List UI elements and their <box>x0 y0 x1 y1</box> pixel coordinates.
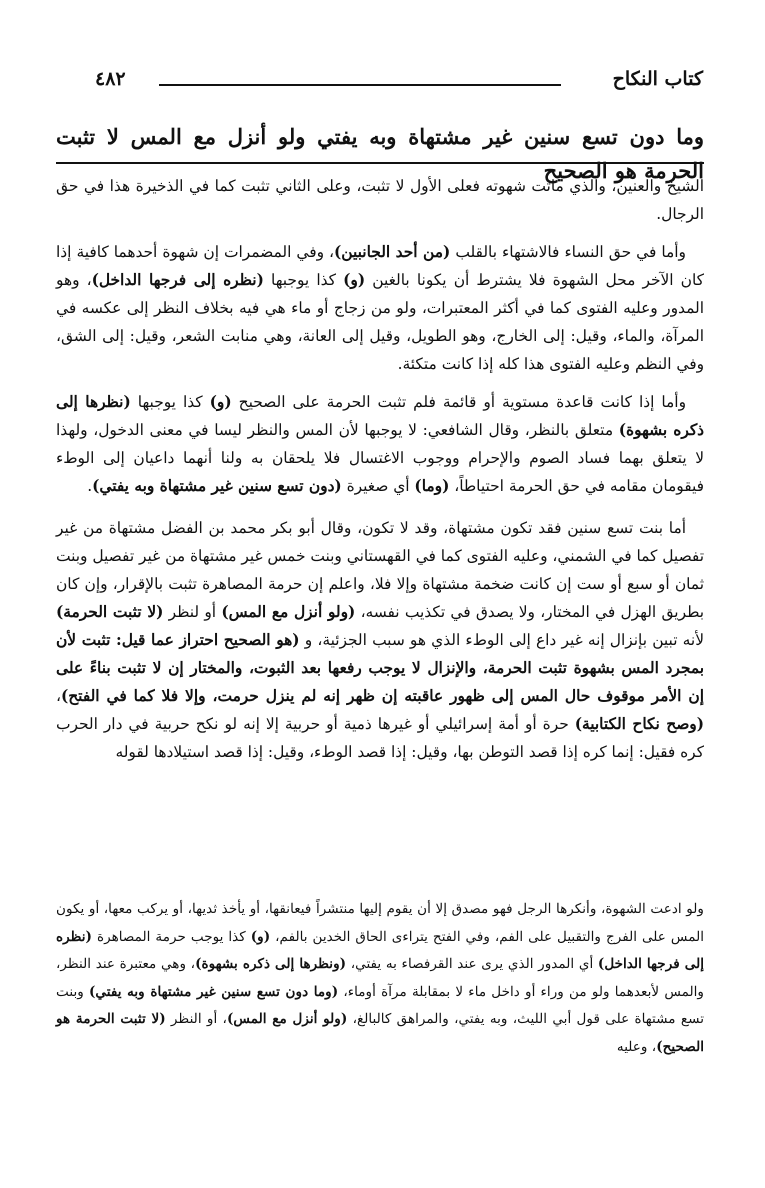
matn-separator-rule <box>56 162 704 164</box>
paragraph: وأما إذا كانت قاعدة مستوية أو قائمة فلم تثبت الحرمة على الصحيح (و) كذا يوجبها (نظرها إلى ذكره بشهوة) متعلق بالنظر، وقال الشافعي: لا يوجبها لأن المس والنظر ليسا في معنى الدخول، ولهذا لا يتعلق بهما فساد الصوم والإحرام ووجوب الاغتسال فلا يلحقان به ولنا أنهما داعيان إلى الوطء فيقومان مقامه في حق الحرمة احتياطاً، (وما) أي صغيرة (دون تسع سنين غير مشتهاة وبه يفتي). <box>56 393 705 495</box>
running-header <box>55 66 703 100</box>
page-number: ٤٨٢ <box>95 68 126 90</box>
footnote-paragraph: ولو ادعت الشهوة، وأنكرها الرجل فهو مصدق إلا أن يقوم إليها منتشراً فيعانقها، أو يأخذ ثديها، أو يركب معها، أو يكون المس على الفرج والتقبيل على الفم، وفي الفتح يتراءى الحاق الخدين بالفم، (و) كذا يوجب حرمة المصاهرة (نظره إلى فرجها الداخل) أي المدور الذي يرى عند القرفصاء به يفتي، (ونظرها إلى ذكره بشهوة)، وهي معتبرة عند النظر، والمس لأبعدهما ولو من وراء أو داخل ماء لا بمقابلة مرآة أوماء، (وما دون تسع سنين غير مشتهاة وبه يفتي) وبنت تسع مشتهاة على قول أبي الليث، وبه يفتي، والمراهق كالبالغ، (ولو أنزل مع المس)، أو النظر (لا تثبت الحرمة هو الصحيح)، وعليه <box>56 901 704 1055</box>
paragraph: وأما في حق النساء فالاشتهاء بالقلب (من أحد الجانبين)، وفي المضمرات إن شهوة أحدهما كافية إذا كان الآخر محل الشهوة فلا يشترط أن يكونا بالغين (و) كذا يوجبها (نظره إلى فرجها الداخل)، وهو المدور وعليه الفتوى كما في أكثر المعتبرات، ولو من زجاج أو ماء هي فيه بخلاف النظر إلى عكسه في المرآة، والماء، وقيل: إلى الخارج، وهو الطويل، وقيل إلى العانة، وهي منابت الشعر، وقيل: إلى الشق، وفي النظم وعليه الفتوى هذا كله إذا كانت متكئة. <box>56 243 705 373</box>
footnote-text <box>56 896 704 1061</box>
matn-text: وما دون تسع سنين غير مشتهاة وبه يفتي ولو أنزل مع المس لا تثبت الحرمة هو الصحيح <box>56 124 704 183</box>
commentary-text <box>56 172 704 776</box>
header-rule <box>159 84 561 86</box>
paragraph: أما بنت تسع سنين فقد تكون مشتهاة، وقد لا تكون، وقال أبو بكر محمد بن الفضل مشتهاة من غير تفصيل كما في الشمني، وعليه الفتوى كما في القهستاني وبنت خمس غير مشتهاة من غير تفصيل وبنت ثمان أو سبع أو ست إن كانت ضخمة مشتهاة وإلا فلا، واعلم إن حرمة المصاهرة تثبت بالإقرار، وإن كان بطريق الهزل في المختار، ولا يصدق في تكذيب نفسه، (ولو أنزل مع المس) أو لنظر (لا تثبت الحرمة) لأنه تبين بإنزال إنه غير داع إلى الوطء الذي هو سبب الجزئية، و (هو الصحيح احتراز عما قيل: تثبت لأن بمجرد المس بشهوة تثبت الحرمة، والإنزال لا يوجب رفعها بعد الثبوت، والمختار إن لا تثبت بناءً على إن الأمر موقوف حال المس إلى ظهور عاقبته إن ظهر إنه لم ينزل حرمت، وإلا فلا كما في الفتح)، (وصح نكاح الكتابية) حرة أو أمة إسرائيلي أو غيرها ذمية أو حربية إلا إنه لو نكح حربية في دار الحرب كره فقيل: إنما كره إذا قصد التوطن بها، وقيل: إذا قصد الوطء، وقيل: إذا قصد استيلادها لقوله <box>56 519 704 761</box>
chapter-title: كتاب النكاح <box>612 68 703 90</box>
paragraph: الشيخ والعنين، والذي ماتت شهوته فعلى الأول لا تثبت، وعلى الثاني تثبت كما في الذخيرة هذا في حق الرجال. <box>56 177 704 223</box>
